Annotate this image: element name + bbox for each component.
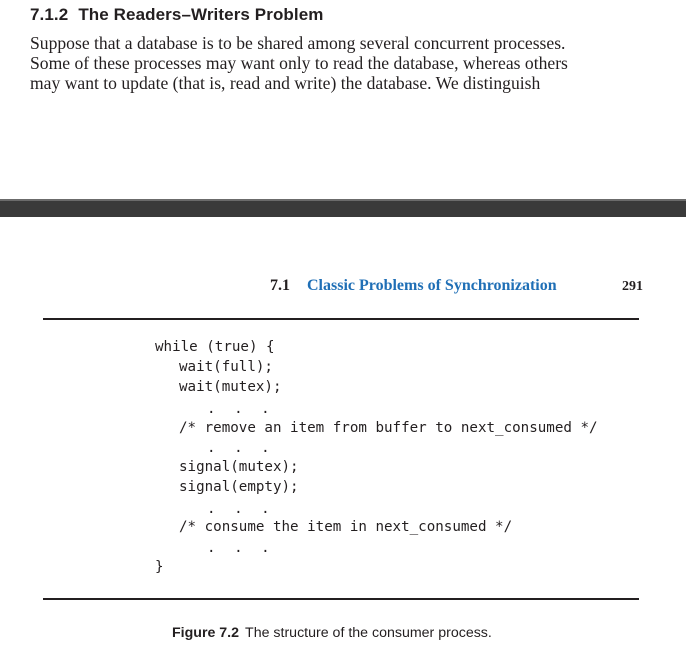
code-line: wait(mutex); (179, 379, 282, 395)
code-comment: /* consume the item in next_consumed */ (179, 519, 513, 535)
code-ellipsis: . . . (207, 501, 275, 517)
running-head-section-number: 7.1 (270, 277, 290, 294)
page-number: 291 (622, 279, 643, 294)
running-head (0, 277, 686, 299)
page-separator-bar (0, 199, 686, 217)
running-head-chapter-link[interactable]: Classic Problems of Synchronization (307, 277, 557, 294)
code-ellipsis: . . . (207, 440, 275, 456)
code-ellipsis: . . . (207, 401, 275, 417)
code-line: } (155, 559, 164, 575)
code-line: wait(full); (179, 359, 273, 375)
code-ellipsis: . . . (207, 540, 275, 556)
section-title: The Readers–Writers Problem (78, 5, 324, 24)
paragraph-line: Suppose that a database is to be shared among several concurrent processes. (30, 33, 566, 53)
section-number: 7.1.2 (30, 5, 69, 24)
figure-top-rule (43, 318, 639, 320)
code-line: while (true) { (155, 339, 275, 355)
figure-bottom-rule (43, 598, 639, 600)
figure-label: Figure 7.2 (172, 625, 240, 641)
paragraph-line: Some of these processes may want only to read the database, whereas others (30, 53, 568, 73)
figure-caption (172, 625, 492, 641)
code-line: signal(mutex); (179, 459, 299, 475)
code-comment: /* remove an item from buffer to next_consumed */ (179, 420, 598, 436)
paragraph-line: may want to update (that is, read and write) the database. We distinguish (30, 73, 541, 93)
section-heading (30, 5, 324, 25)
figure-caption-text: The structure of the consumer process. (245, 625, 492, 641)
code-line: signal(empty); (179, 479, 299, 495)
body-paragraph (30, 33, 670, 93)
